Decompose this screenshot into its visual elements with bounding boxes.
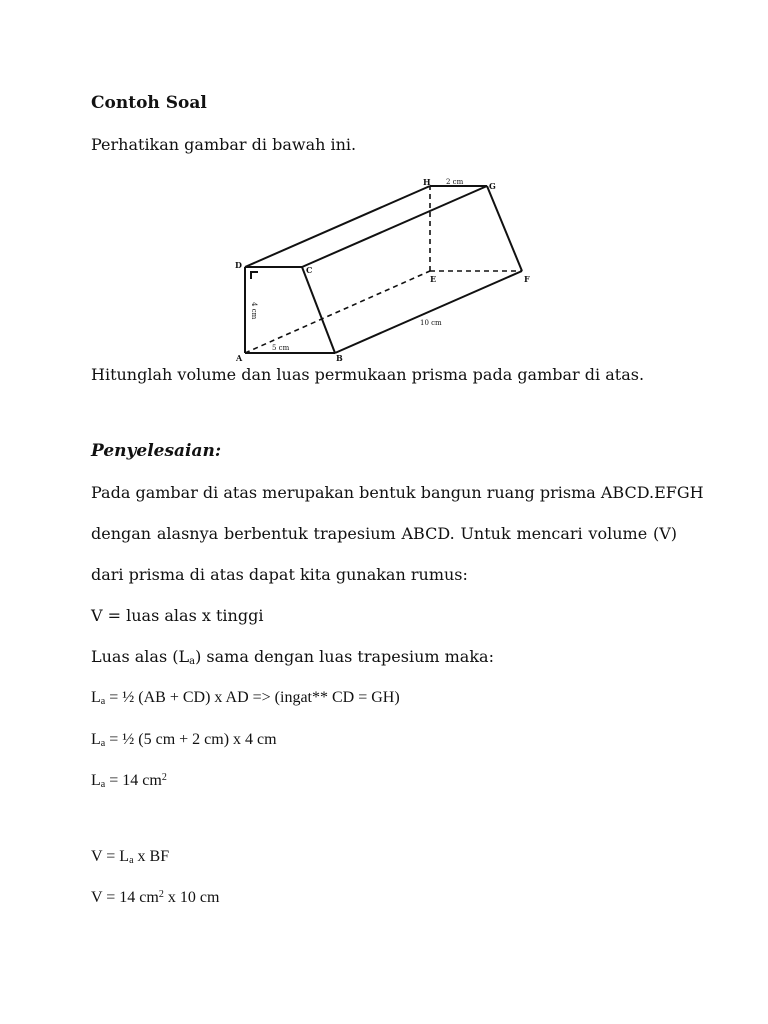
vertex-label-e: E [430, 274, 437, 284]
solution-heading: Penyelesaian: [91, 441, 222, 461]
paragraph-line-3: dari prisma di atas dapat kita gunakan rumus: [91, 565, 468, 584]
edge-gf [487, 186, 522, 271]
paragraph-line-2: dengan alasnya berbentuk trapesium ABCD. Untuk mencari volume (V) [91, 524, 677, 543]
volume-step-1: $V = L_a$ x BF [91, 848, 170, 866]
volume-step-2: V = 14 $cm^2$ x 10 cm [91, 889, 220, 906]
vertex-label-f: F [524, 274, 530, 284]
edge-bf [335, 271, 522, 353]
right-angle-marker [251, 272, 258, 279]
heading: Contoh Soal [91, 93, 207, 113]
area-step-1: $L_a$ = ½ (AB + CD) x AD => (ingat** CD = GH) [91, 689, 400, 707]
vertex-label-b: B [336, 353, 343, 363]
question-text: Hitunglah volume dan luas permukaan prisma pada gambar di atas. [91, 365, 645, 384]
edge-cg [302, 186, 487, 267]
vertex-label-h: H [423, 178, 431, 187]
luas-alas-line: Luas alas $(L_a)$ sama dengan luas trapesium maka: [91, 647, 494, 667]
vertex-label-g: G [489, 181, 496, 191]
formula-volume: V = luas alas x tinggi [91, 606, 264, 625]
vertex-label-a: A [236, 353, 243, 363]
prism-figure [232, 178, 532, 364]
edge-ae-hidden [245, 271, 430, 353]
measure-ad: 4 cm [250, 302, 258, 320]
area-step-2: $L_a$ = ½ (5 cm + 2 cm) x 4 cm [91, 731, 277, 749]
vertex-label-c: C [306, 265, 313, 275]
measure-bf: 10 cm [420, 319, 442, 327]
area-step-3: $L_a = 14$ $cm^2$ [91, 772, 167, 790]
paragraph-line-1: Pada gambar di atas merupakan bentuk bangun ruang prisma ABCD.EFGH [91, 483, 704, 502]
measure-gh: 2 cm [446, 178, 464, 186]
edge-dh [245, 186, 430, 267]
measure-ab: 5 cm [272, 344, 290, 352]
intro-text: Perhatikan gambar di bawah ini. [91, 135, 357, 154]
vertex-label-d: D [235, 260, 242, 270]
edge-bc [302, 267, 335, 353]
